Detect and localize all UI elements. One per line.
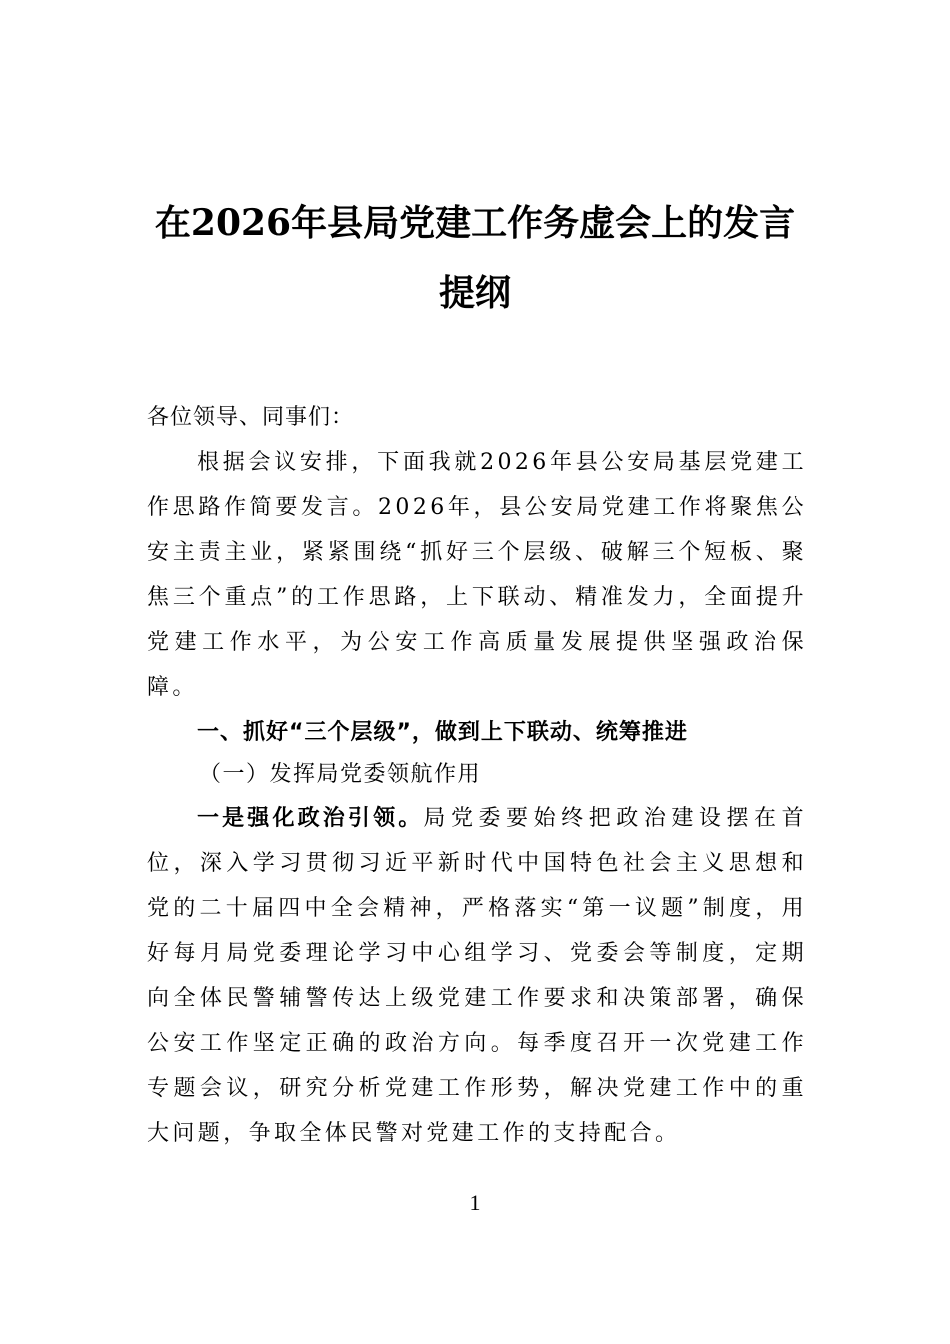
page-number: 1 bbox=[469, 1190, 481, 1215]
intro-paragraph: 根据会议安排，下面我就2026年县公安局基层党建工作思路作简要发言。2026年，县公安局党建工作将聚焦公安主责主业，紧紧围绕“抓好三个层级、破解三个短板、聚焦三个重点”的工作思路，上下联动、精准发力，全面提升党建工作水平，为公安工作高质量发展提供坚强政治保障。 bbox=[147, 450, 807, 700]
paragraph-lead: 一是强化政治引领。 bbox=[197, 806, 424, 831]
section-heading: 一、抓好“三个层级”，做到上下联动、统筹推进 bbox=[197, 720, 688, 745]
subsection-heading: （一）发挥局党委领航作用 bbox=[199, 762, 482, 787]
document-title: 在2026年县局党建工作务虚会上的发言提纲 bbox=[154, 202, 796, 314]
body-paragraph bbox=[147, 796, 807, 1156]
salutation: 各位领导、同事们： bbox=[147, 405, 355, 430]
paragraph-text: 局党委要始终把政治建设摆在首位，深入学习贯彻习近平新时代中国特色社会主义思想和党的二十届四中全会精神，严格落实“第一议题”制度，用好每月局党委理论学习中心组学习、党委会等制度，定期向全体民警辅警传达上级党建工作要求和决策部署，确保公安工作坚定正确的政治方向。每季度召开一次党建工作专题会议，研究分析党建工作形势，解决党建工作中的重大问题，争取全体民警对党建工作的支持配合。 bbox=[147, 806, 807, 1146]
